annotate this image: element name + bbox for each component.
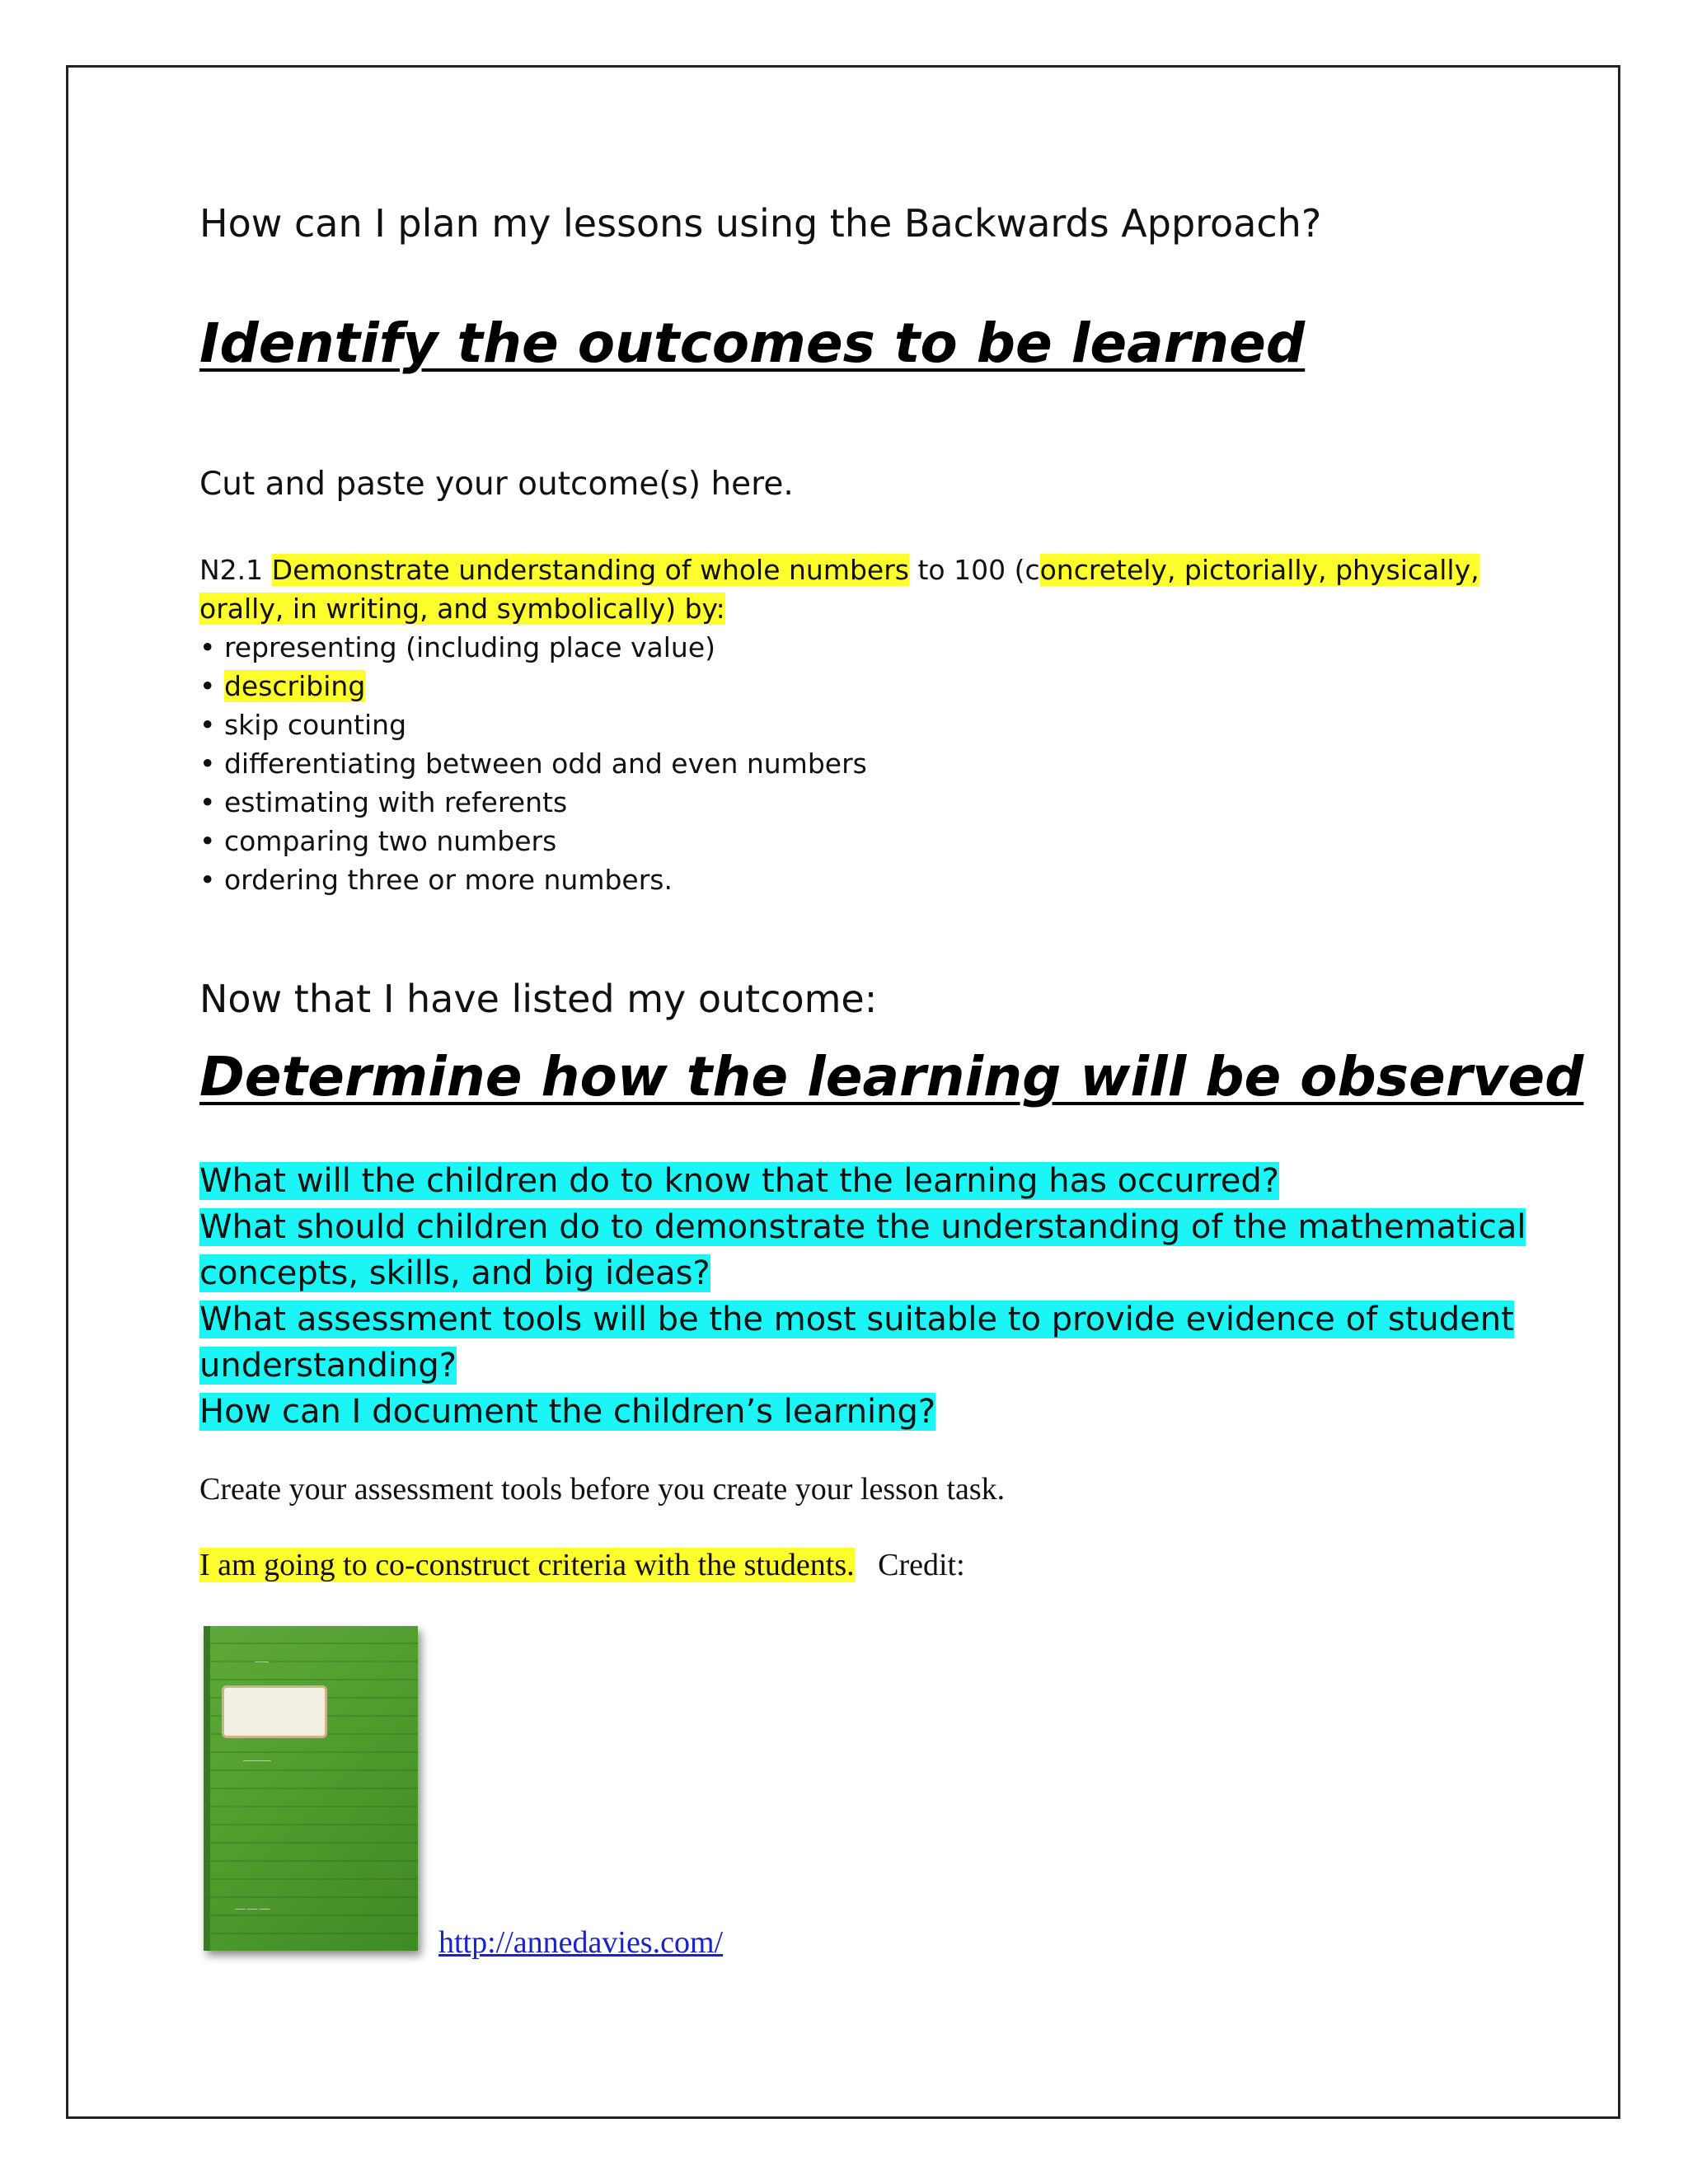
book-authors-line: ─── ─── ───: [235, 1906, 270, 1913]
intro-question: How can I plan my lessons using the Backwards Approach?: [199, 201, 1322, 246]
question-2: What should children do to demonstrate the understanding of the mathematical concepts, skills, and big ideas?: [199, 1208, 1526, 1292]
question-3: What assessment tools will be the most suitable to provide evidence of student understanding?: [199, 1301, 1514, 1385]
create-tools-text: Create your assessment tools before you create your lesson task.: [199, 1472, 1006, 1507]
outcome-highlight-1: Demonstrate understanding of whole numbers: [271, 554, 909, 586]
now-listed-text: Now that I have listed my outcome:: [199, 977, 878, 1021]
heading-identify-outcomes: Identify the outcomes to be learned: [199, 312, 1306, 375]
outcome-bullet-list: [199, 628, 1518, 899]
list-item: • comparing two numbers: [199, 825, 557, 857]
list-item: • ordering three or more numbers.: [199, 864, 673, 896]
book-cover-texture: [210, 1626, 418, 1951]
book-subtitle-line: ────────: [243, 1758, 271, 1765]
question-4: How can I document the children’s learning?: [199, 1393, 936, 1431]
annedavies-link[interactable]: http://annedavies.com/: [438, 1925, 724, 1960]
credit-label: Credit:: [878, 1548, 965, 1582]
question-1: What will the children do to know that the learning has occurred?: [199, 1162, 1279, 1200]
outcome-plain: to 100 (c: [909, 554, 1040, 586]
list-item: • representing (including place value): [199, 631, 716, 663]
guiding-questions: [199, 1158, 1559, 1435]
book-author-line: ────: [255, 1659, 269, 1666]
outcome-statement: [199, 551, 1518, 628]
book-title-label: [222, 1685, 327, 1738]
outcome-code: N2.1: [199, 554, 272, 586]
co-construct-text: I am going to co-construct criteria with the students.: [199, 1548, 855, 1582]
outcome-highlight-2: oncretely, pictorially, physically, orally, in writing, and symbolically) by:: [199, 554, 1479, 625]
book-cover-image: [204, 1626, 418, 1951]
heading-determine-observation: Determine how the learning will be observed: [199, 1045, 1584, 1108]
list-item: • differentiating between odd and even numbers: [199, 748, 867, 780]
outcome-block: [199, 551, 1518, 899]
co-construct-line: [199, 1547, 965, 1583]
cut-paste-instruction: Cut and paste your outcome(s) here.: [199, 466, 794, 503]
list-item: • estimating with referents: [199, 786, 568, 818]
list-item: • skip counting: [199, 709, 407, 741]
list-item: • describing: [199, 670, 366, 702]
